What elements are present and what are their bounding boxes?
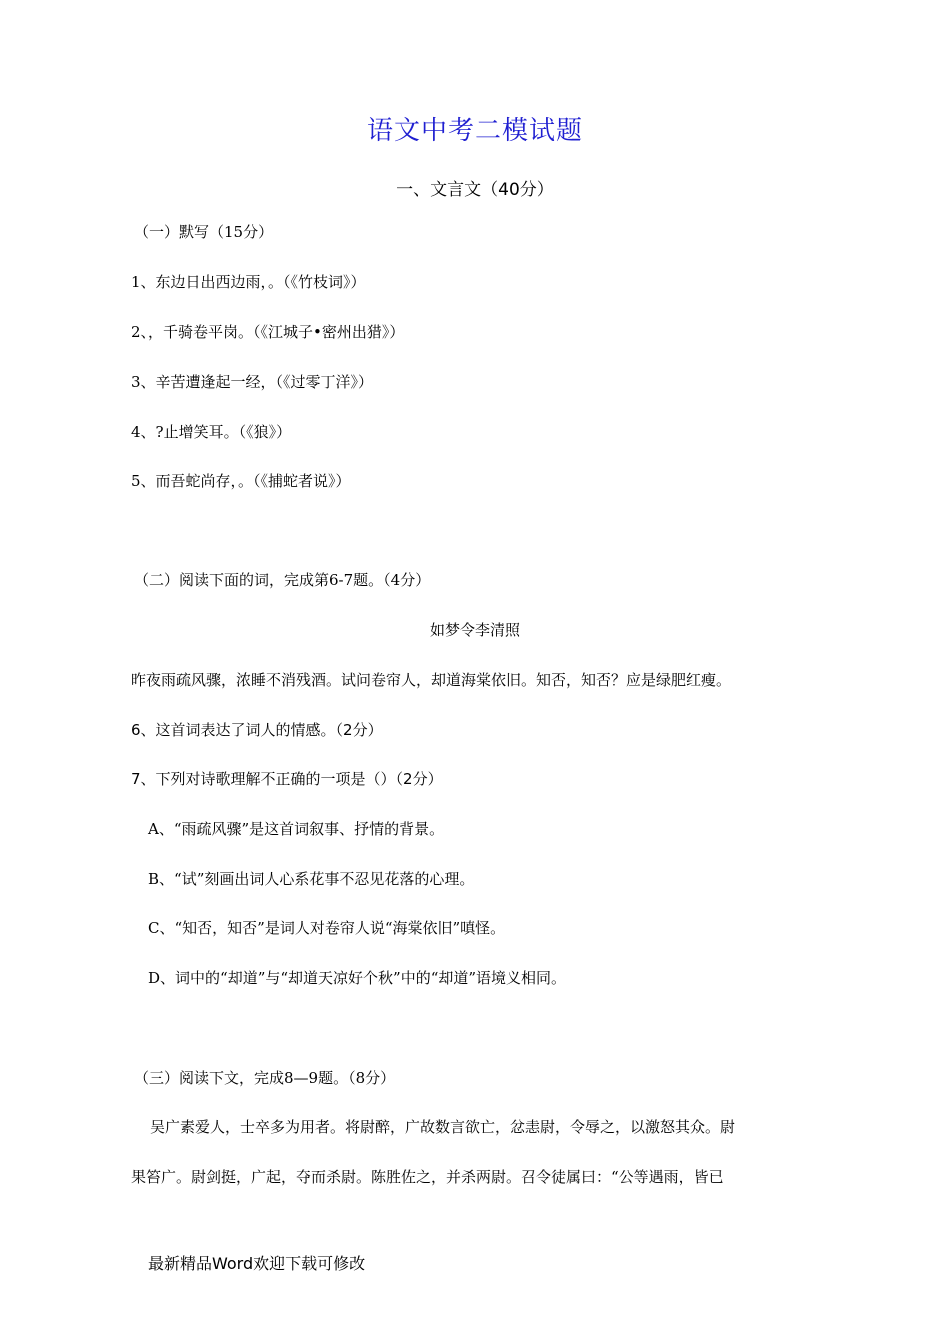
part1-heading: （一）默写（15分） [134, 223, 274, 241]
passage-line-2: 果笞广。尉剑挺，广起，夺而杀尉。陈胜佐之，并杀两尉。召令徒属曰：“公等遇雨，皆已 [131, 1168, 724, 1186]
question-6: 6、这首词表达了词人的情感。（2分） [131, 721, 383, 739]
option-a: A、“雨疏风骤”是这首词叙事、抒情的背景。 [148, 820, 445, 838]
option-c: C、“知否，知否”是词人对卷帘人说“海棠依旧”嗔怪。 [148, 919, 506, 937]
question-5: 5、而吾蛇尚存，。（《捕蛇者说》） [131, 472, 351, 490]
footer-note: 最新精品Word欢迎下载可修改 [148, 1254, 366, 1273]
option-b: B、“试”刻画出词人心系花事不忍见花落的心理。 [148, 870, 475, 888]
poem-text: 昨夜雨疏风骤，浓睡不消残酒。试问卷帘人，却道海棠依旧。知否，知否？应是绿肥红瘦。 [131, 671, 732, 689]
document-title: 语文中考二模试题 [366, 116, 583, 146]
question-4: 4、?止增笑耳。（《狼》） [131, 423, 292, 441]
part2-heading: （二）阅读下面的词，完成第6-7题。（4分） [134, 571, 431, 589]
question-2: 2、，千骑卷平岗。（《江城子•密州出猎》） [131, 323, 405, 341]
question-1: 1、东边日出西边雨，。（《竹枝词》） [131, 273, 366, 291]
passage-line-1: 吴广素爱人，士卒多为用者。将尉醉，广故数言欲亡，忿恚尉，令辱之，以激怒其众。尉 [150, 1118, 736, 1136]
poem-title: 如梦令李清照 [429, 621, 520, 639]
section-heading: 一、文言文（40分） [396, 180, 554, 200]
question-3: 3、辛苦遭逢起一经，（《过零丁洋》） [131, 373, 374, 391]
question-7: 7、下列对诗歌理解不正确的一项是（）（2分） [131, 770, 443, 788]
option-d: D、词中的“却道”与“却道天凉好个秋”中的“却道”语境义相同。 [148, 969, 567, 987]
part3-heading: （三）阅读下文，完成8—9题。（8分） [134, 1069, 396, 1087]
